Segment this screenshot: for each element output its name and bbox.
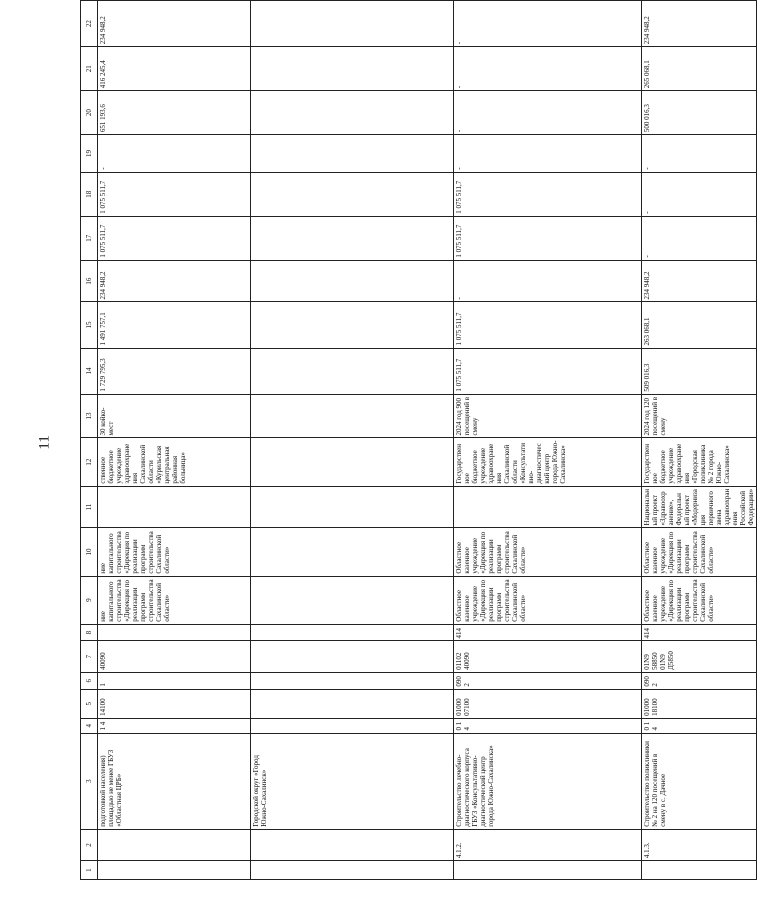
column-header-1: 1 [81,861,98,880]
table-cell [251,135,454,173]
table-cell: ние капитального строительства «Дирекция по реализации программ строительства Сахалинской области» [98,528,251,576]
table-cell: - [454,1,642,47]
table-cell: 234 948,2 [642,1,757,47]
column-header-16: 16 [81,260,98,302]
column-header-3: 3 [81,733,98,829]
column-header-2: 2 [81,829,98,860]
table-cell: 500 016,3 [642,91,757,135]
column-header-9: 9 [81,576,98,624]
table-cell [251,216,454,260]
table-row [98,1,251,880]
table-cell: 234 948,2 [642,260,757,302]
table-cell: 01N9 58850 01N9 Д5850 [642,641,757,672]
table-cell: 090 2 [642,672,757,689]
table-cell: Государственное бюджетное учреждение здравоохранения Сахалинской области «Консультативно-диагностический центр города Южно-Сахалинска» [454,438,642,486]
table-cell: Городской округ «Город Южно-Сахалинск» [251,733,454,829]
table-cell: 090 2 [454,672,642,689]
column-header-21: 21 [81,47,98,91]
table-cell: 30 койко-мест [98,394,251,438]
table-cell: - [454,47,642,91]
table-cell: Строительство поликлиники № 2 на 120 посещений в смену в с. Дачное [642,733,757,829]
table-cell [251,672,454,689]
budget-table [80,0,757,880]
table-cell: - [642,135,757,173]
table-cell [251,302,454,348]
table-cell: - [642,172,757,216]
table-cell: 1 075 511,7 [98,172,251,216]
table-cell [251,348,454,394]
table-cell: 1 075 511,7 [98,216,251,260]
table-cell: 414 [454,624,642,641]
table-cell: 1 4 [98,718,251,733]
table-cell: - [98,135,251,173]
table-cell: 01102 40090 [454,641,642,672]
page-number: 11 [36,435,53,450]
table-cell: 1 729 795,3 [98,348,251,394]
table-cell: 414 [642,624,757,641]
column-header-5: 5 [81,689,98,718]
table-cell [251,260,454,302]
table-cell: Областное казенное учреждение «Дирекция по реализации программ строительства Сахалинской области» [454,528,642,576]
table-cell [251,172,454,216]
table-cell: Государственное бюджетное учреждение здравоохранения «Городская поликлиника № 2 города Южно-Сахалинска» [642,438,757,486]
table-cell [251,576,454,624]
table-cell: - [454,260,642,302]
rotated-table-area [80,0,755,880]
table-cell: 509 016,3 [642,348,757,394]
table-cell: 4.1.2. [454,829,642,860]
column-header-17: 17 [81,216,98,260]
table-cell: 651 193,6 [98,91,251,135]
column-header-13: 13 [81,394,98,438]
table-cell: Областное казенное учреждение «Дирекция по реализации программ строительства Сахалинской области» [642,528,757,576]
table-cell: 40090 [98,641,251,672]
table-cell [454,861,642,880]
table-cell [251,394,454,438]
table-cell: ние капитального строительства «Дирекция по реализации программ строительства Сахалинской области» [98,576,251,624]
table-cell: 263 068,1 [642,302,757,348]
table-cell [98,861,251,880]
table-row [454,1,642,880]
table-cell: 1 075 511,7 [454,216,642,260]
table-cell: 2024 год 900 посещений в смену [454,394,642,438]
table-cell: 4.1.3. [642,829,757,860]
table-cell: ственное бюджетное учреждение здравоохранения Сахалинской области «Курильская центральная районная больница» [98,438,251,486]
table-cell: - [454,91,642,135]
column-header-7: 7 [81,641,98,672]
table-cell [251,47,454,91]
column-header-19: 19 [81,135,98,173]
column-header-18: 18 [81,172,98,216]
table-cell: 01000 18100 [642,689,757,718]
table-cell: Строительство лечебно-диагностического корпуса ГБУЗ «Консультативно-диагностический центр города Южно-Сахалинска» [454,733,642,829]
table-cell: 265 068,1 [642,47,757,91]
table-cell: 1 [98,672,251,689]
table-row [251,1,454,880]
table-cell: Областное казенное учреждение «Дирекция по реализации программ строительства Сахалинской области» [642,576,757,624]
table-cell: 234 948,2 [98,1,251,47]
table-cell [251,718,454,733]
table-cell: 2024 год 120 посещений в смену [642,394,757,438]
table-cell: Областное казенное учреждение «Дирекция по реализации программ строительства Сахалинской области» [454,576,642,624]
table-cell: 0 1 4 [454,718,642,733]
table-cell: 1 491 757,1 [98,302,251,348]
column-header-14: 14 [81,348,98,394]
table-cell [98,486,251,528]
table-cell: 234 948,2 [98,260,251,302]
table-cell [454,486,642,528]
table-cell [251,91,454,135]
table-cell: 1 075 511,7 [454,172,642,216]
table-cell [98,829,251,860]
table-cell: подготовкой населения) площадью не менее ГБУЗ «Областная ЦРБ» [98,733,251,829]
table-cell [642,861,757,880]
table-cell [98,624,251,641]
column-header-4: 4 [81,718,98,733]
column-header-15: 15 [81,302,98,348]
table-cell [251,438,454,486]
table-cell [251,829,454,860]
table-cell: 416 245,4 [98,47,251,91]
column-header-12: 12 [81,438,98,486]
table-cell: - [642,216,757,260]
table-cell: 1 075 511,7 [454,302,642,348]
header-row [81,1,98,880]
table-cell [251,1,454,47]
column-header-6: 6 [81,672,98,689]
column-header-11: 11 [81,486,98,528]
table-cell: 1 075 511,7 [454,348,642,394]
table-cell: 0 1 4 [642,718,757,733]
column-header-8: 8 [81,624,98,641]
table-cell [251,486,454,528]
table-cell: - [454,135,642,173]
column-header-10: 10 [81,528,98,576]
table-cell: 01000 07100 [454,689,642,718]
table-cell [251,861,454,880]
table-cell: Национальный проект «Здравоохранение», Федеральный проект «Модернизация первичного звена здравоохранения Российской Федерации» [642,486,757,528]
table-cell [251,689,454,718]
table-cell [251,641,454,672]
table-cell [251,624,454,641]
table-cell: 14100 [98,689,251,718]
table-row [642,1,757,880]
column-header-22: 22 [81,1,98,47]
column-header-20: 20 [81,91,98,135]
table-cell [251,528,454,576]
